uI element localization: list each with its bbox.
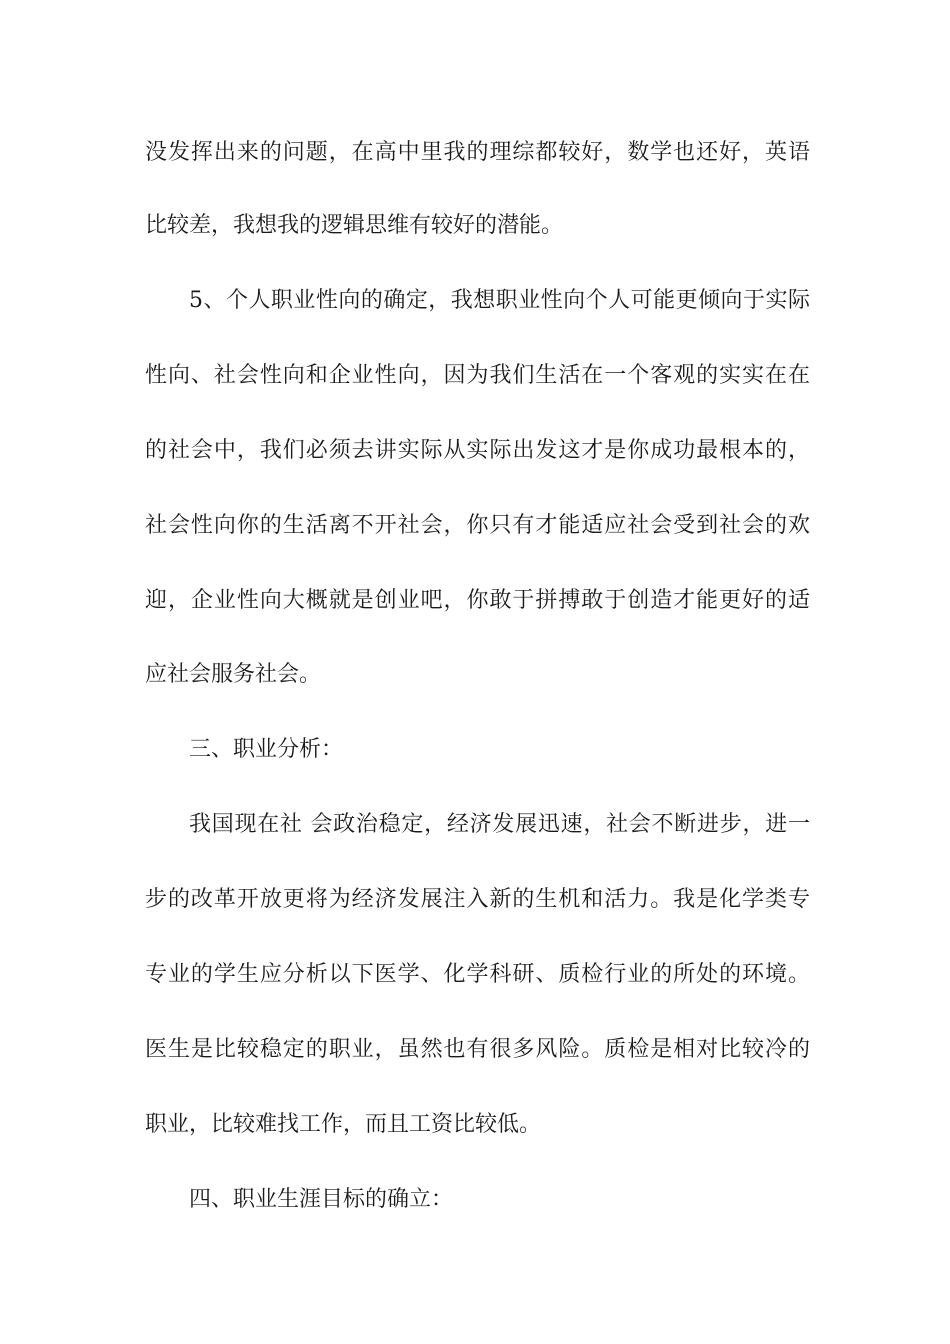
- text-line: 职业，比较难找工作，而且工资比较低。: [145, 1112, 542, 1137]
- text-line: 的社会中，我们必须去讲实际从实际出发这才是你成功最根本的，: [145, 438, 810, 463]
- paragraph-start-line: 我国现在社 会政治稳定，经济发展迅速，社会不断进步，进一: [189, 812, 810, 837]
- section-heading: 四、职业生涯目标的确立：: [189, 1187, 454, 1212]
- text-line: 应社会服务社会。: [145, 662, 322, 687]
- text-line: 专业的学生应分析以下医学、化学科研、质检行业的所处的环境。: [145, 962, 810, 987]
- text-line: 性向、社会性向和企业性向，因为我们生活在一个客观的实实在在: [145, 363, 810, 388]
- text-line: 没发挥出来的问题，在高中里我的理综都较好，数学也还好，英语: [145, 140, 810, 165]
- text-line: 步的改革开放更将为经济发展注入新的生机和活力。我是化学类专: [145, 887, 810, 912]
- text-line: 医生是比较稳定的职业，虽然也有很多风险。质检是相对比较冷的: [145, 1037, 810, 1062]
- text-line: 迎，企业性向大概就是创业吧，你敢于拼搏敢于创造才能更好的适: [145, 588, 810, 613]
- paragraph-start-line: 5、个人职业性向的确定，我想职业性向个人可能更倾向于实际: [189, 288, 810, 313]
- section-heading: 三、职业分析：: [189, 737, 344, 762]
- text-line: 社会性向你的生活离不开社会，你只有才能适应社会受到社会的欢: [145, 513, 810, 538]
- text-line: 比较差，我想我的逻辑思维有较好的潜能。: [145, 213, 564, 238]
